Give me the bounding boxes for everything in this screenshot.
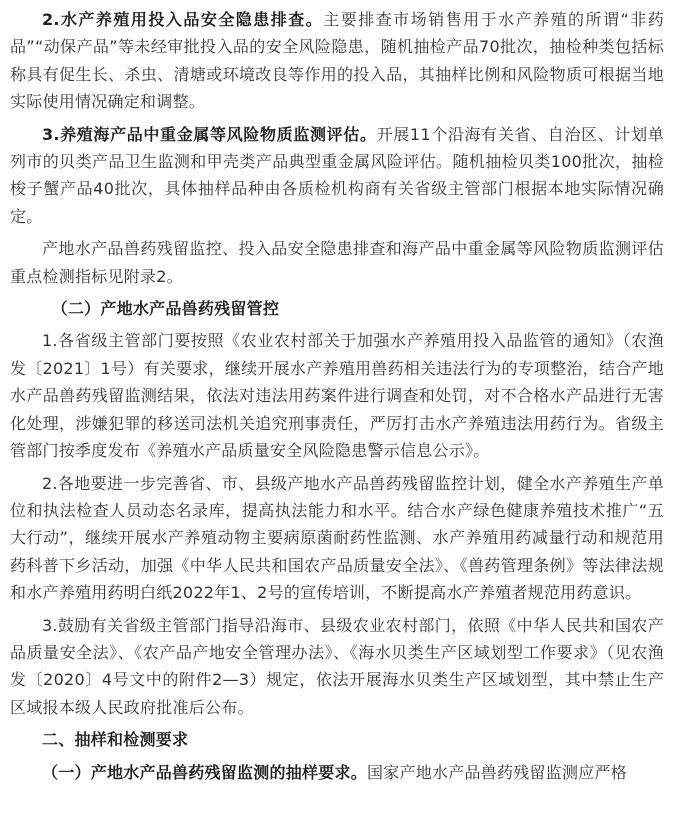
paragraph-item-3 <box>10 612 664 722</box>
paragraph-item-1 <box>10 327 664 464</box>
paragraph-sampling-requirements <box>10 759 664 786</box>
section-heading-sampling: 二、抽样和检测要求 <box>42 730 189 750</box>
paragraph-text: 1.各省级主管部门要按照《农业农村部关于加强水产养殖用投入品监管的通知》（农渔发〔2021〕1号）有关要求，继续开展水产养殖用兽药相关违法行为的专项整治，结合产地水产品兽药残留监测结果，依法对违法用药案件进行调查和处罚，对不合格水产品进行无害化处理，涉嫌犯罪的移送司法机关追究刑事责任，严厉打击水产养殖违法用药行为。省级主管部门按季度发布《养殖水产品质量安全风险隐患警示信息公示》。 <box>10 331 664 461</box>
paragraph-text: 开展11个沿海有关省、自治区、计划单列市的贝类产品卫生监测和甲壳类产品典型重金属风险评估。随机抽检贝类100批次，抽检梭子蟹产品40批次，具体抽样品种由各质检机构商有关省级主管部门根据本地实际情况确定。 <box>10 124 664 226</box>
paragraph-investment-inspection <box>10 6 664 116</box>
paragraph-text: 2.各地要进一步完善省、市、县级产地水产品兽药残留监控计划，健全水产养殖生产单位和执法检查人员动态名录库，提高执法能力和水平。结合水产绿色健康养殖技术推广“五大行动”，继续开展水产养殖动物主要病原菌耐药性监测、水产养殖用药减量行动和规范用药科普下乡活动，加强《中华人民共和国农产品质量安全法》、《兽药管理条例》等法律法规和水产养殖用药明白纸2022年1、2号的宣传培训，不断提高水产养殖者规范用药意识。 <box>10 473 664 603</box>
paragraph-text: 3.鼓励有关省级主管部门指导沿海市、县级农业农村部门，依照《中华人民共和国农产品质量安全法》、《农产品产地安全管理办法》、《海水贝类生产区域划型工作要求》（见农渔发〔2020〕4号文中的附件2—3）规定，依法开展海水贝类生产区域划型，其中禁止生产区域报本级人民政府批准后公布。 <box>10 615 664 717</box>
paragraph-text: 产地水产品兽药残留监控、投入品安全隐患排查和海产品中重金属等风险物质监测评估重点检测指标见附录2。 <box>10 239 664 286</box>
paragraph-heavy-metal-assessment <box>10 121 664 231</box>
paragraph-lead: 2.水产养殖用投入品安全隐患排查。 <box>42 10 324 29</box>
paragraph-appendix-reference <box>10 235 664 290</box>
paragraph-text: 主要排查市场销售用于水产养殖的所谓“非药品”“动保产品”等未经审批投入品的安全风险隐患，随机抽检产品70批次，抽检种类包括标称具有促生长、杀虫、清塘或环境改良等作用的投入品，其抽样比例和风险物质可根据当地实际使用情况确定和调整。 <box>10 10 664 112</box>
paragraph-lead: （一）产地水产品兽药残留监测的抽样要求。 <box>42 762 368 782</box>
paragraph-text: 国家产地水产品兽药残留监测应严格 <box>367 762 628 782</box>
paragraph-lead: 3.养殖海产品中重金属等风险物质监测评估。 <box>42 124 377 144</box>
section-heading-residue-control: （二）产地水产品兽药残留管控 <box>51 299 280 319</box>
paragraph-item-2 <box>10 470 664 607</box>
